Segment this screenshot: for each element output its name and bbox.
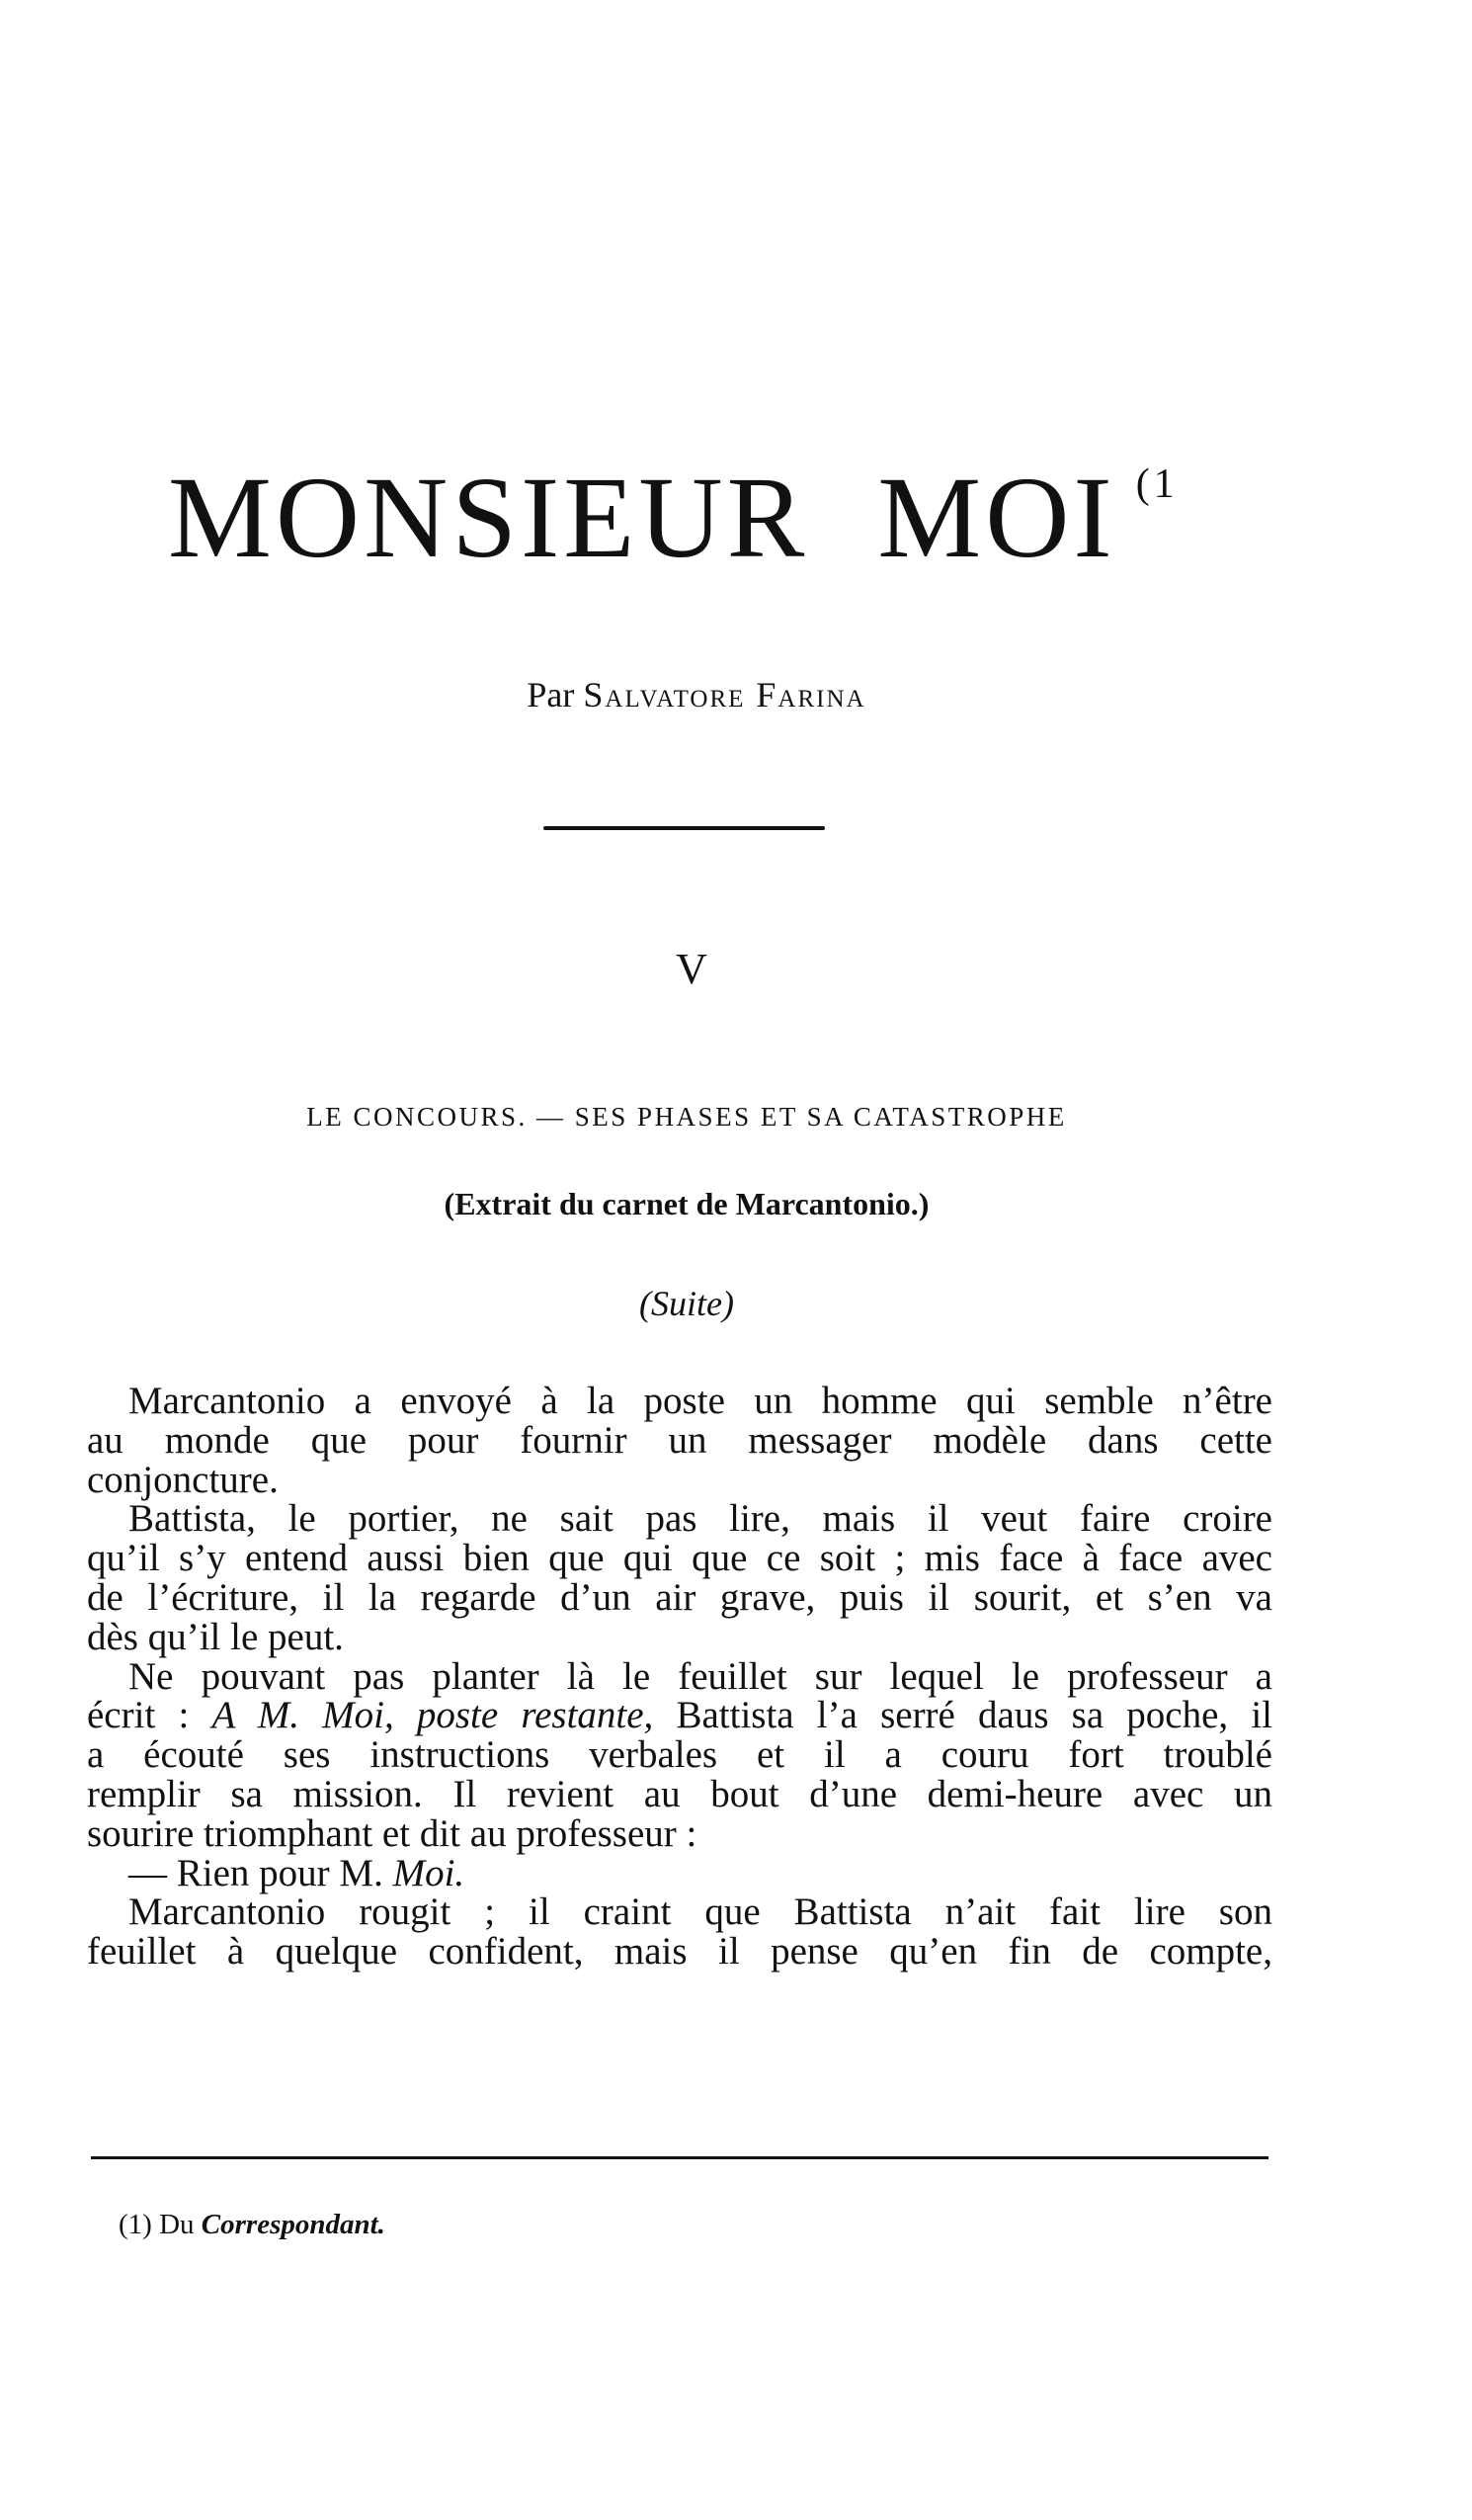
text-line: Marcantonio a envoyé à la poste un homme qui semble n’être bbox=[128, 1380, 1272, 1422]
text-segment: écrit : bbox=[87, 1694, 190, 1737]
text-line: Marcantonio rougit ; il craint que Battista n’ait fait lire son bbox=[128, 1890, 1272, 1934]
text-line bbox=[87, 1851, 1272, 1894]
text-line: Ne pouvant pas planter là le feuillet sur lequel le professeur a bbox=[128, 1654, 1272, 1698]
text-line: dès qu’il le peut. bbox=[87, 1615, 344, 1658]
title-divider bbox=[543, 826, 825, 830]
text-line: conjoncture. bbox=[87, 1458, 279, 1501]
byline bbox=[0, 674, 1393, 715]
text-line: feuillet à quelque confident, mais il pense qu’en fin de compte, bbox=[87, 1930, 1272, 1974]
continued-label: (Suite) bbox=[639, 1284, 734, 1323]
chapter-number: V bbox=[676, 945, 707, 993]
title-word-monsieur: MONSIEUR bbox=[168, 453, 809, 582]
text-segment: — Rien pour M. bbox=[128, 1851, 383, 1894]
text-line: a écouté ses instructions verbales et il a couru fort troublé bbox=[87, 1733, 1272, 1777]
footnote-source: Correspondant. bbox=[201, 2209, 385, 2240]
footnote bbox=[119, 2209, 385, 2241]
author-name: Salvatore Farina bbox=[583, 675, 866, 714]
text-emphasis: Moi. bbox=[392, 1851, 465, 1894]
body-text bbox=[87, 1382, 1272, 1972]
chapter-source-note: (Extrait du carnet de Marcantonio.) bbox=[444, 1186, 930, 1221]
text-line: remplir sa mission. Il revient au bout d’une demi-heure avec un bbox=[87, 1772, 1272, 1815]
text-segment: Battista l’a serré daus sa poche, il bbox=[676, 1694, 1273, 1737]
text-emphasis: A M. Moi, poste restante, bbox=[211, 1694, 654, 1737]
page-title bbox=[168, 453, 1255, 582]
title-footnote-mark: (1 bbox=[1135, 462, 1179, 507]
text-line: de l’écriture, il la regarde d’un air grave, puis il sourit, et s’en va bbox=[87, 1575, 1272, 1619]
chapter-title: LE CONCOURS. — SES PHASES ET SA CATASTROPHE bbox=[306, 1102, 1067, 1132]
footnote-mark: (1) bbox=[119, 2209, 152, 2240]
text-line: Battista, le portier, ne sait pas lire, mais il veut faire croire bbox=[128, 1497, 1272, 1541]
text-line: sourire triomphant et dit au professeur : bbox=[87, 1811, 697, 1855]
text-line: au monde que pour fournir un messager modèle dans cette bbox=[87, 1418, 1272, 1462]
title-word-moi: MOI bbox=[877, 453, 1116, 582]
footnote-prefix: Du bbox=[159, 2209, 195, 2240]
text-line bbox=[87, 1696, 1272, 1735]
text-line: qu’il s’y entend aussi bien que qui que ce soit ; mis face à face avec bbox=[87, 1537, 1272, 1580]
footnote-divider bbox=[91, 2156, 1268, 2159]
byline-prefix: Par bbox=[527, 675, 575, 714]
